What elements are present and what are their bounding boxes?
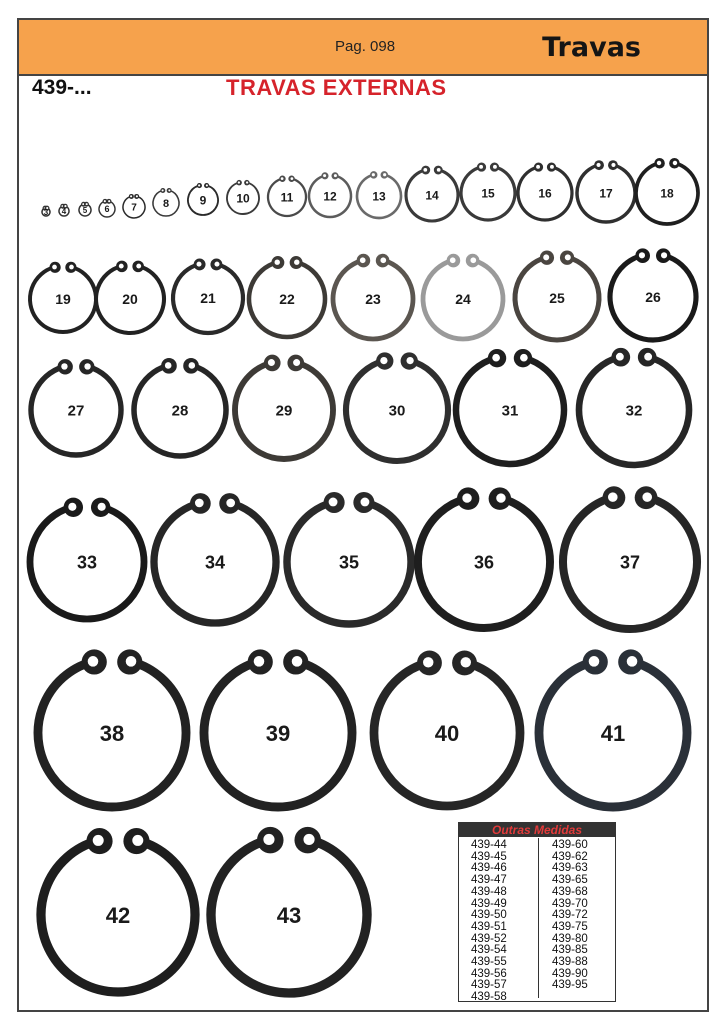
retaining-ring-29 (235, 355, 333, 459)
retaining-ring-30 (346, 352, 448, 461)
lug-hole (380, 357, 387, 364)
ring-size-label: 10 (236, 191, 250, 206)
lug-hole (657, 161, 661, 165)
lug-hole (291, 177, 294, 180)
retaining-ring-12 (309, 172, 351, 217)
lug-hole (360, 257, 366, 263)
ring-size-label: 19 (55, 291, 71, 308)
retaining-ring-7 (123, 194, 145, 218)
size-code-right: 439-88 (552, 956, 588, 969)
lug-hole (616, 353, 624, 361)
retaining-ring-35 (287, 492, 411, 624)
lug-hole (98, 503, 106, 511)
size-code-right: 439-75 (552, 920, 588, 933)
lug-hole (162, 189, 164, 191)
ring-size-label: 21 (200, 290, 216, 307)
retaining-ring-14 (406, 166, 458, 221)
lug-hole (520, 354, 528, 362)
ring-size-label: 33 (76, 552, 98, 573)
retaining-ring-16 (518, 162, 572, 220)
lug-hole (93, 835, 104, 846)
lug-hole (496, 493, 505, 502)
lug-hole (238, 181, 240, 183)
retaining-ring-19 (30, 262, 96, 332)
lug-hole (294, 259, 299, 264)
retaining-ring-21 (173, 258, 243, 333)
retaining-ring-25 (515, 251, 599, 340)
lug-hole (61, 363, 67, 369)
lug-hole (642, 492, 652, 502)
retaining-ring-43 (211, 827, 367, 993)
retaining-ring-13 (357, 171, 401, 218)
ring-size-label: 26 (645, 289, 661, 306)
lug-hole (596, 163, 600, 167)
retaining-ring-11 (268, 176, 306, 216)
lug-hole (281, 177, 284, 180)
size-code-left: 439-50 (471, 909, 507, 922)
lug-hole (84, 363, 90, 369)
lug-hole (206, 184, 208, 186)
lug-hole (372, 173, 375, 176)
lug-hole (189, 362, 196, 369)
lug-hole (334, 174, 337, 177)
ring-size-label: 28 (171, 402, 189, 420)
retaining-ring-22 (249, 256, 325, 337)
lug-hole (268, 359, 275, 366)
size-code-left: 439-58 (471, 991, 507, 1004)
lug-hole (380, 257, 386, 263)
size-code-left: 439-54 (471, 944, 507, 957)
lug-hole (406, 357, 413, 364)
lug-hole (263, 834, 274, 845)
other-sizes-left-column (471, 840, 507, 1004)
ring-size-label: 13 (372, 189, 386, 204)
ring-size-label: 3 (43, 207, 49, 217)
retaining-ring-9 (188, 183, 218, 215)
lug-hole (108, 200, 110, 202)
ring-size-label: 5 (82, 205, 88, 215)
size-code-right: 439-70 (552, 897, 588, 910)
ring-size-label: 31 (501, 402, 519, 420)
ring-size-label: 7 (131, 202, 137, 214)
size-code-left: 439-51 (471, 920, 507, 933)
lug-hole (168, 189, 170, 191)
lug-hole (644, 353, 652, 361)
lug-hole (126, 656, 137, 667)
size-code-right: 439-68 (552, 885, 588, 898)
lug-hole (136, 195, 138, 197)
lug-hole (303, 834, 314, 845)
retaining-ring-17 (577, 160, 635, 222)
ring-size-label: 42 (105, 902, 131, 928)
retaining-ring-23 (333, 254, 413, 339)
lug-hole (536, 165, 540, 169)
size-code-right: 439-95 (552, 979, 588, 992)
ring-size-label: 17 (599, 186, 613, 201)
retaining-ring-24 (423, 254, 503, 339)
lug-hole (479, 165, 483, 169)
ring-size-label: 23 (365, 291, 381, 308)
retaining-ring-40 (374, 651, 520, 806)
size-code-right: 439-65 (552, 874, 588, 887)
lug-hole (423, 657, 433, 667)
lug-hole (461, 657, 471, 667)
page-number: Pag. 098 (335, 38, 396, 55)
lug-hole (119, 264, 124, 269)
ring-size-label: 14 (425, 188, 439, 203)
lug-hole (492, 354, 500, 362)
ring-size-label: 37 (619, 552, 641, 573)
retaining-ring-5 (79, 202, 91, 216)
retaining-ring-20 (96, 261, 164, 333)
lug-hole (88, 656, 99, 667)
ring-size-label: 18 (660, 186, 674, 201)
retaining-ring-6 (99, 199, 115, 217)
lug-hole (450, 257, 456, 263)
lug-hole (565, 254, 571, 260)
retaining-ring-31 (456, 349, 564, 464)
size-code-left: 439-46 (471, 862, 507, 875)
size-code-left: 439-44 (471, 839, 507, 851)
lug-hole (437, 168, 441, 172)
ring-size-label: 20 (122, 291, 138, 308)
lug-hole (86, 203, 88, 205)
size-code-left: 439-52 (471, 932, 507, 945)
retaining-ring-34 (154, 493, 276, 623)
size-code-right: 439-62 (552, 850, 588, 863)
ring-size-label: 38 (99, 720, 125, 746)
size-code-right: 439-90 (552, 967, 588, 980)
retaining-ring-18 (636, 158, 698, 224)
lug-hole (661, 252, 667, 258)
retaining-ring-42 (41, 828, 195, 992)
ring-size-label: 6 (104, 204, 110, 215)
lug-hole (423, 168, 427, 172)
lug-hole (639, 252, 645, 258)
ring-size-label: 35 (338, 552, 360, 573)
retaining-ring-27 (31, 359, 121, 455)
retaining-ring-4 (59, 204, 69, 216)
retaining-ring-3 (42, 206, 50, 217)
size-code-left: 439-47 (471, 874, 507, 887)
lug-hole (68, 503, 76, 511)
retaining-ring-8 (153, 188, 179, 216)
ring-size-label: 9 (199, 193, 207, 208)
lug-hole (293, 359, 300, 366)
ring-size-label: 12 (323, 189, 337, 204)
lug-hole (132, 835, 143, 846)
lug-hole (329, 498, 338, 507)
retaining-ring-26 (610, 248, 696, 340)
size-code-right: 439-72 (552, 909, 588, 922)
retaining-ring-33 (30, 498, 144, 619)
lug-hole (323, 174, 326, 177)
lug-hole (226, 499, 235, 508)
lug-hole (195, 499, 204, 508)
lug-hole (462, 493, 471, 502)
lug-hole (198, 184, 200, 186)
lug-hole (292, 656, 303, 667)
lug-hole (104, 200, 106, 202)
lug-hole (130, 195, 132, 197)
lug-hole (52, 265, 57, 270)
ring-size-label: 32 (625, 402, 643, 420)
other-sizes-right-column (552, 840, 588, 992)
ring-size-label: 8 (162, 197, 170, 210)
retaining-ring-38 (38, 649, 186, 807)
other-sizes-table (458, 822, 616, 1002)
other-sizes-title: Outras Medidas (459, 823, 615, 837)
lug-hole (470, 257, 476, 263)
ring-size-label: 15 (481, 186, 495, 201)
size-code-left: 439-56 (471, 967, 507, 980)
lug-hole (673, 161, 677, 165)
ring-size-label: 34 (204, 552, 226, 573)
ring-size-label: 30 (388, 402, 406, 420)
lug-hole (136, 264, 141, 269)
size-code-left: 439-49 (471, 897, 507, 910)
lug-hole (611, 163, 615, 167)
product-code-prefix: 439-... (32, 76, 92, 99)
lug-hole (361, 498, 370, 507)
table-divider (538, 838, 539, 998)
size-code-left: 439-57 (471, 979, 507, 992)
ring-size-label: 16 (538, 186, 552, 201)
size-code-left: 439-45 (471, 850, 507, 863)
lug-hole (197, 262, 202, 267)
size-code-left: 439-48 (471, 885, 507, 898)
ring-size-label: 4 (61, 206, 67, 216)
size-code-right: 439-80 (552, 932, 588, 945)
lug-hole (69, 265, 74, 270)
ring-size-label: 36 (473, 552, 495, 573)
header-title: Travas (542, 32, 641, 63)
lug-hole (214, 262, 219, 267)
lug-hole (493, 165, 497, 169)
size-code-right: 439-63 (552, 862, 588, 875)
lug-hole (550, 165, 554, 169)
size-code-right: 439-85 (552, 944, 588, 957)
retaining-ring-15 (461, 162, 515, 220)
retaining-ring-32 (579, 348, 689, 465)
lug-hole (589, 656, 600, 667)
lug-hole (543, 254, 549, 260)
ring-size-label: 40 (434, 720, 460, 746)
retaining-ring-41 (539, 649, 687, 807)
retaining-ring-37 (563, 486, 697, 629)
retaining-ring-28 (134, 358, 226, 456)
section-title: TRAVAS EXTERNAS (226, 75, 447, 100)
lug-hole (254, 656, 265, 667)
retaining-ring-10 (227, 180, 259, 214)
lug-hole (275, 259, 280, 264)
ring-size-label: 25 (549, 290, 565, 307)
ring-size-label: 22 (279, 291, 295, 308)
ring-size-label: 39 (265, 720, 291, 746)
ring-size-label: 43 (276, 902, 302, 928)
lug-hole (165, 362, 172, 369)
retaining-ring-39 (204, 649, 352, 807)
ring-size-label: 29 (275, 402, 293, 420)
ring-size-label: 27 (67, 402, 85, 420)
ring-size-label: 41 (600, 720, 626, 746)
lug-hole (246, 181, 248, 183)
lug-hole (608, 492, 618, 502)
size-code-right: 439-60 (552, 839, 588, 851)
lug-hole (627, 656, 638, 667)
retaining-ring-36 (418, 487, 550, 628)
ring-size-label: 11 (280, 190, 294, 205)
size-code-left: 439-55 (471, 956, 507, 969)
ring-size-label: 24 (455, 291, 471, 308)
lug-hole (383, 173, 386, 176)
